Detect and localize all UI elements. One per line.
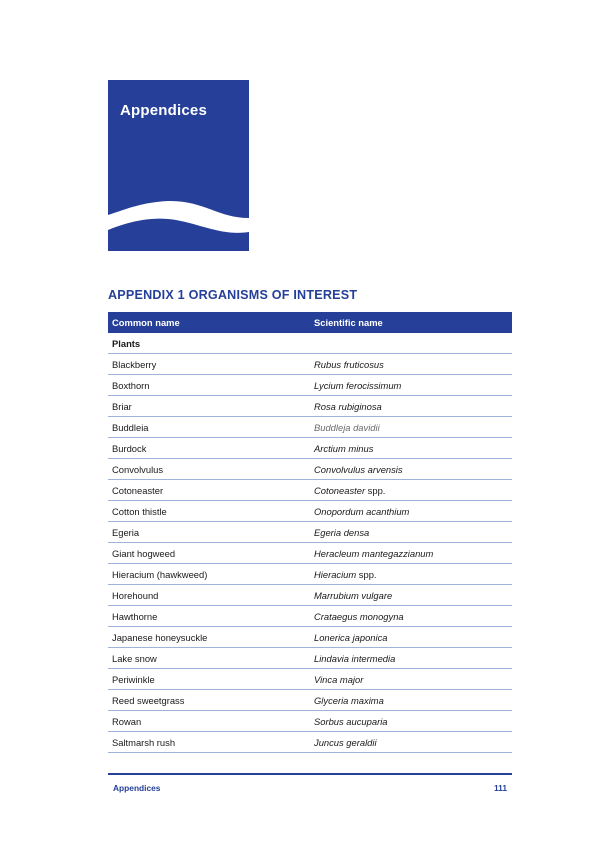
common-name-cell: Cotoneaster [108, 480, 310, 501]
table-row [108, 522, 512, 543]
group-row [108, 333, 512, 354]
scientific-name-text: Juncus geraldii [314, 736, 377, 748]
common-name-cell: Convolvulus [108, 459, 310, 480]
common-name-cell: Horehound [108, 585, 310, 606]
table-row [108, 690, 512, 711]
scientific-name-cell [310, 354, 512, 375]
scientific-name-cell [310, 438, 512, 459]
scientific-name-text: Crataegus monogyna [314, 610, 404, 622]
common-name-cell: Hieracium (hawkweed) [108, 564, 310, 585]
common-name-cell: Burdock [108, 438, 310, 459]
scientific-name-cell [310, 417, 512, 438]
scientific-name-text: Hieracium [314, 568, 357, 580]
common-name-cell: Buddleia [108, 417, 310, 438]
table-row [108, 732, 512, 753]
common-name-cell: Saltmarsh rush [108, 732, 310, 753]
scientific-name-text: Buddleja davidii [314, 421, 380, 433]
scientific-name-cell [310, 648, 512, 669]
scientific-name-text: Onopordum acanthium [314, 505, 410, 517]
scientific-name-text: Egeria densa [314, 526, 370, 538]
table-row [108, 627, 512, 648]
table-row [108, 501, 512, 522]
scientific-name-text: Rubus fruticosus [314, 358, 384, 370]
scientific-name-cell [310, 480, 512, 501]
scientific-name-cell [310, 669, 512, 690]
common-name-cell: Hawthorne [108, 606, 310, 627]
footer-section-label: Appendices [113, 783, 161, 793]
scientific-name-text: Glyceria maxima [314, 694, 384, 706]
common-name-cell: Japanese honeysuckle [108, 627, 310, 648]
species-suffix: spp. [356, 568, 377, 580]
scientific-name-cell [310, 732, 512, 753]
species-suffix: spp. [365, 484, 386, 496]
appendix-heading: APPENDIX 1 ORGANISMS OF INTEREST [108, 288, 358, 302]
scientific-name-text: Marrubium vulgare [314, 589, 393, 601]
table-row [108, 459, 512, 480]
scientific-name-text: Lindavia intermedia [314, 652, 396, 664]
scientific-name-cell [310, 564, 512, 585]
common-name-cell: Briar [108, 396, 310, 417]
scientific-name-text: Cotoneaster [314, 484, 366, 496]
table-row [108, 606, 512, 627]
scientific-name-cell [310, 627, 512, 648]
table-row [108, 648, 512, 669]
table-row [108, 480, 512, 501]
scientific-name-cell [310, 501, 512, 522]
group-empty-cell [310, 333, 512, 354]
scientific-name-cell [310, 585, 512, 606]
scientific-name-text: Convolvulus arvensis [314, 463, 403, 475]
scientific-name-cell [310, 606, 512, 627]
column-header-common-name: Common name [108, 312, 310, 333]
scientific-name-text: Lycium ferocissimum [314, 379, 402, 391]
common-name-cell: Periwinkle [108, 669, 310, 690]
table-header-row [108, 312, 512, 333]
table-row [108, 585, 512, 606]
page-number: 111 [493, 783, 507, 793]
group-label: Plants [108, 333, 310, 354]
scientific-name-text: Vinca major [314, 673, 364, 685]
common-name-cell: Rowan [108, 711, 310, 732]
scientific-name-cell [310, 711, 512, 732]
table-row [108, 354, 512, 375]
scientific-name-text: Rosa rubiginosa [314, 400, 382, 412]
table-row [108, 375, 512, 396]
table-row [108, 438, 512, 459]
table-row [108, 564, 512, 585]
scientific-name-text: Sorbus aucuparia [314, 715, 388, 727]
common-name-cell: Egeria [108, 522, 310, 543]
scientific-name-text: Heracleum mantegazzianum [314, 547, 434, 559]
scientific-name-cell [310, 396, 512, 417]
table-row [108, 417, 512, 438]
column-header-scientific-name: Scientific name [310, 312, 512, 333]
common-name-cell: Reed sweetgrass [108, 690, 310, 711]
scientific-name-cell [310, 522, 512, 543]
scientific-name-cell [310, 690, 512, 711]
scientific-name-cell [310, 459, 512, 480]
banner-title: Appendices [120, 102, 208, 119]
table-row [108, 669, 512, 690]
scientific-name-cell [310, 375, 512, 396]
scientific-name-cell [310, 543, 512, 564]
common-name-cell: Cotton thistle [108, 501, 310, 522]
appendices-banner [108, 80, 249, 251]
footer-rule [108, 773, 512, 775]
table-row [108, 543, 512, 564]
common-name-cell: Giant hogweed [108, 543, 310, 564]
common-name-cell: Blackberry [108, 354, 310, 375]
scientific-name-text: Lonerica japonica [314, 631, 388, 643]
organisms-table [108, 312, 512, 753]
common-name-cell: Boxthorn [108, 375, 310, 396]
common-name-cell: Lake snow [108, 648, 310, 669]
table-row [108, 396, 512, 417]
scientific-name-text: Arctium minus [314, 442, 374, 454]
table-row [108, 711, 512, 732]
